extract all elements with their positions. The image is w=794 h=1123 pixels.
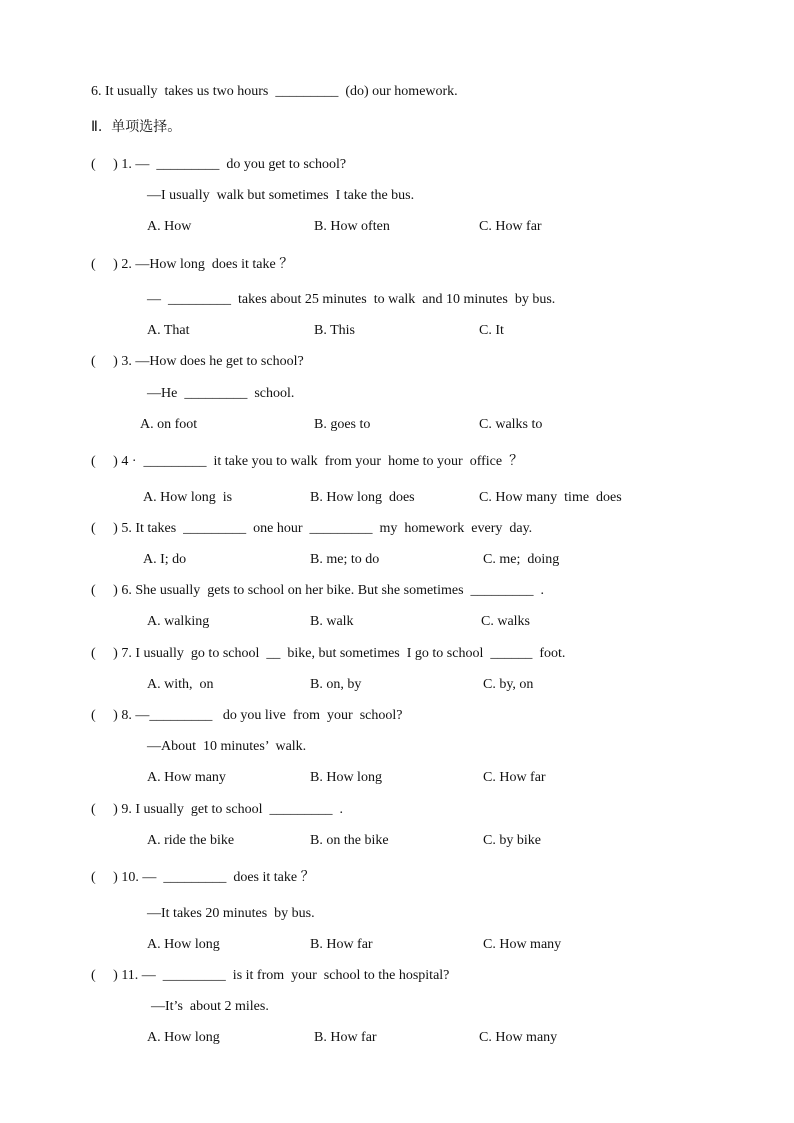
option-5-b: B. me; to do (310, 552, 380, 567)
option-10-c: C. How many (483, 937, 562, 952)
option-8-b: B. How long (310, 770, 382, 785)
question-stem-10: ( ) 10. — _________ does it take ？ (91, 870, 315, 885)
option-11-c: C. How many (479, 1030, 558, 1045)
question-reply-10: —It takes 20 minutes by bus. (147, 906, 315, 921)
question-stem-3: ( ) 3. —How does he get to school? (91, 354, 304, 369)
option-9-b: B. on the bike (310, 833, 389, 848)
option-4-a: A. How long is (143, 490, 233, 505)
question-stem-11: ( ) 11. — _________ is it from your school to the hospital? (91, 968, 450, 983)
question-reply-3: —He _________ school. (147, 386, 295, 401)
option-6-a: A. walking (147, 614, 210, 629)
option-2-c: C. It (479, 323, 504, 338)
option-10-a: A. How long (147, 937, 220, 952)
option-5-c: C. me; doing (483, 552, 560, 567)
question-stem-2: ( ) 2. —How long does it take ？ (91, 257, 294, 272)
option-7-b: B. on, by (310, 677, 362, 692)
option-5-a: A. I; do (143, 552, 187, 567)
option-9-a: A. ride the bike (147, 833, 235, 848)
option-1-c: C. How far (479, 219, 542, 234)
question-stem-1: ( ) 1. — _________ do you get to school? (91, 157, 347, 172)
section-title: Ⅱ. 单项选择。 (91, 119, 182, 135)
question-stem-8: ( ) 8. —_________ do you live from your school? (91, 708, 403, 723)
option-8-c: C. How far (483, 770, 546, 785)
question-stem-9: ( ) 9. I usually get to school _________ . (91, 802, 343, 817)
option-3-b: B. goes to (314, 417, 371, 432)
option-6-b: B. walk (310, 614, 354, 629)
question-stem-5: ( ) 5. It takes _________ one hour _________ my homework every day. (91, 521, 533, 536)
option-3-a: A. on foot (140, 417, 198, 432)
option-1-b: B. How often (314, 219, 390, 234)
question-stem-6: ( ) 6. She usually gets to school on her bike. But she sometimes _________ . (91, 583, 545, 598)
option-7-c: C. by, on (483, 677, 534, 692)
option-6-c: C. walks (481, 614, 530, 629)
option-11-a: A. How long (147, 1030, 220, 1045)
question-reply-8: —About 10 minutes’ walk. (147, 739, 307, 754)
question-reply-2: — _________ takes about 25 minutes to walk and 10 minutes by bus. (147, 292, 556, 307)
option-2-b: B. This (314, 323, 355, 338)
question-stem-7: ( ) 7. I usually go to school __ bike, but sometimes I go to school ______ foot. (91, 646, 566, 661)
option-10-b: B. How far (310, 937, 373, 952)
option-2-a: A. That (147, 323, 190, 338)
option-1-a: A. How (147, 219, 192, 234)
option-4-b: B. How long does (310, 490, 415, 505)
intro-item: 6. It usually takes us two hours _________ (do) our homework. (91, 84, 458, 99)
option-3-c: C. walks to (479, 417, 543, 432)
question-reply-11: —It’s about 2 miles. (151, 999, 269, 1014)
option-8-a: A. How many (147, 770, 226, 785)
option-11-b: B. How far (314, 1030, 377, 1045)
question-stem-4: ( ) 4 · _________ it take you to walk from your home to your office ？ (91, 454, 524, 469)
option-9-c: C. by bike (483, 833, 541, 848)
question-reply-1: —I usually walk but sometimes I take the bus. (147, 188, 415, 203)
option-4-c: C. How many time does (479, 490, 622, 505)
option-7-a: A. with, on (147, 677, 214, 692)
